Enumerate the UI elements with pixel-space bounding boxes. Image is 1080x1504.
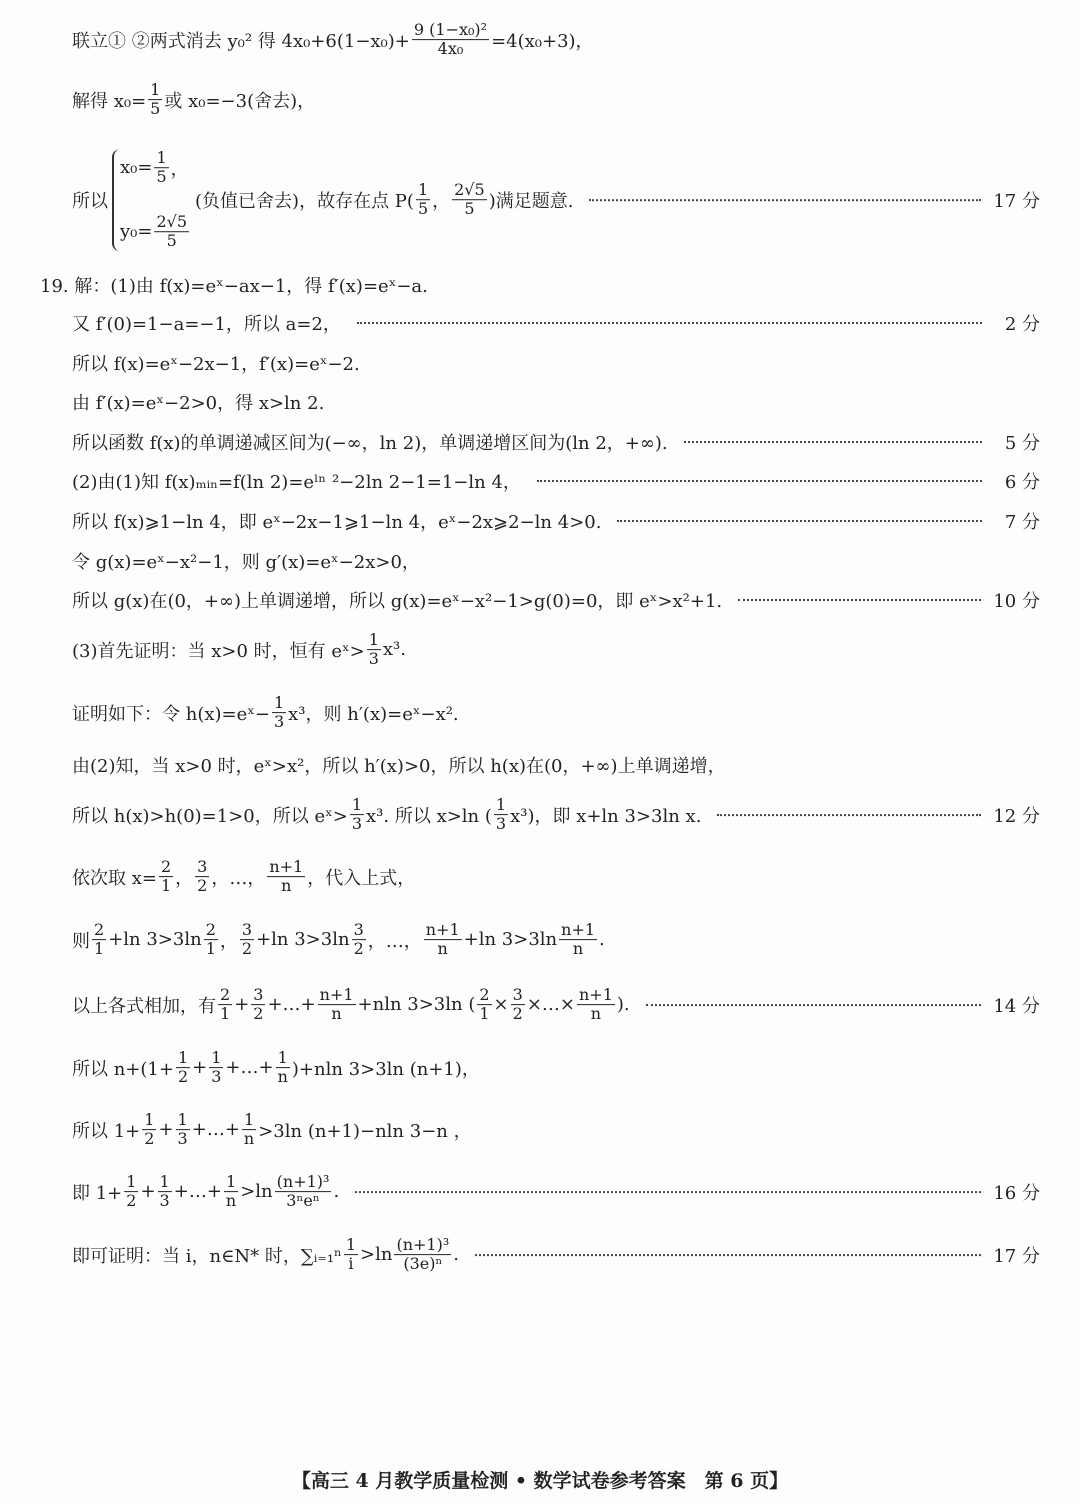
line-content [72, 21, 594, 59]
numerator: 1 [351, 795, 363, 815]
line-content [72, 468, 521, 494]
denominator: 2 [512, 1004, 523, 1024]
numerator: 2 [479, 985, 490, 1005]
numerator: 2 [205, 920, 216, 940]
denominator: 2 [144, 1129, 155, 1149]
solution-line [72, 752, 1040, 778]
numerator: 1 [273, 693, 285, 713]
math-text: ， [170, 159, 189, 181]
solution-line [72, 587, 1040, 613]
numerator: 2 [220, 985, 231, 1005]
fraction [224, 1173, 238, 1211]
math-text: x³. [382, 639, 406, 661]
line-content [72, 1111, 472, 1149]
numerator: (n+1)³ [396, 1235, 450, 1255]
math-text: 所以 [72, 191, 108, 212]
math-text: +…+ [191, 1119, 240, 1141]
line-content [72, 508, 601, 534]
denominator: 4x₀ [437, 39, 464, 59]
math-text: ，代入上式， [307, 868, 416, 889]
math-text: + [192, 1057, 208, 1079]
denominator: 1 [94, 939, 105, 959]
fraction [158, 1173, 172, 1211]
line-content [72, 310, 341, 336]
math-text: +ln 3>3ln [463, 929, 558, 951]
numerator: 9 (1−x₀)² [413, 20, 488, 40]
solution-line [72, 389, 1040, 415]
line-content [72, 149, 573, 251]
fraction [124, 1173, 138, 1211]
math-text: +…+ [267, 994, 316, 1016]
numerator: 2√5 [156, 212, 188, 231]
math-text: × [493, 994, 509, 1016]
line-content [72, 350, 360, 376]
numerator: 1 [177, 1048, 189, 1068]
score-label: 14 分 [993, 996, 1040, 1017]
denominator: 1 [205, 939, 216, 959]
math-text: ×…× [526, 994, 575, 1016]
fraction [318, 986, 356, 1024]
fraction [577, 986, 615, 1024]
solution-line [72, 508, 1040, 534]
denominator: 1 [220, 1004, 231, 1024]
line-content [72, 631, 406, 669]
denominator: n [590, 1004, 602, 1024]
line-content [72, 986, 630, 1024]
math-text: 依次取 x= [72, 868, 157, 889]
numerator: n+1 [425, 920, 460, 940]
denominator: n [572, 939, 584, 959]
numerator: 1 [277, 1048, 288, 1068]
numerator: n+1 [269, 857, 304, 877]
math-text: )+nln 3>3ln (n+1)， [291, 1059, 480, 1080]
score-label: 5 分 [1004, 433, 1040, 454]
numerator: 1 [417, 180, 429, 200]
equation-system [112, 149, 191, 251]
denominator: n [437, 939, 448, 959]
line-content [72, 921, 605, 959]
score-label: 12 分 [993, 806, 1040, 827]
numerator: 1 [495, 795, 507, 815]
math-text: . [453, 1244, 459, 1266]
denominator: 2 [253, 1004, 264, 1024]
denominator: 3 [368, 649, 379, 669]
line-content [72, 858, 415, 896]
line-content [72, 389, 324, 415]
math-text: =4(x₀+3)， [491, 31, 594, 52]
math-text: 即 1+ [72, 1183, 123, 1204]
math-text: 所以 g(x)在(0，+∞)上单调递增，所以 g(x)=eˣ−x²−1>g(0)=0，即 eˣ>x²+1. [72, 591, 723, 612]
solution-line [72, 1111, 1040, 1149]
score-label: 17 分 [993, 1246, 1040, 1267]
solution-line [72, 21, 1040, 59]
denominator: i [348, 1254, 354, 1274]
math-text: 所以 1+ [72, 1121, 141, 1142]
math-text: (负值已舍去)，故存在点 P( [195, 191, 414, 212]
score-label: 2 分 [1004, 314, 1040, 335]
solution-line [72, 858, 1040, 896]
denominator: 5 [464, 199, 475, 219]
denominator: 2 [126, 1191, 137, 1211]
numerator: 2 [160, 857, 172, 877]
line-content [72, 587, 722, 613]
line-content [72, 1173, 339, 1211]
solution-line [72, 1173, 1040, 1211]
denominator: 3 [273, 712, 285, 732]
denominator: 1 [160, 876, 172, 896]
math-text: 所以 h(x)>h(0)=1>0，所以 eˣ> [72, 806, 348, 827]
denominator: 2 [197, 876, 208, 896]
math-text: y₀= [120, 221, 153, 243]
numerator: 1 [144, 1110, 155, 1130]
numerator: 1 [150, 80, 161, 100]
fraction [477, 986, 491, 1024]
dotted-leader [357, 322, 982, 324]
math-text: 则 [72, 931, 90, 952]
fraction [176, 1049, 190, 1087]
line-content [72, 694, 459, 732]
solution-line [72, 350, 1040, 376]
math-text: )满足题意. [488, 191, 574, 212]
math-text: (3)首先证明：当 x>0 时，恒有 eˣ> [72, 641, 365, 662]
math-text: 解得 x₀= [72, 91, 147, 112]
numerator: 2 [94, 920, 105, 940]
numerator: 1 [211, 1048, 222, 1068]
denominator: 2 [241, 939, 253, 959]
math-text: . [599, 929, 605, 951]
solution-line [72, 986, 1040, 1024]
solution-line [72, 1049, 1040, 1087]
denominator: n [225, 1191, 237, 1211]
line-content [72, 1236, 459, 1274]
page-footer: 【高三 4 月教学质量检测 • 数学试卷参考答案 第 6 页】 [291, 1470, 789, 1492]
dotted-leader [537, 480, 982, 482]
denominator: 3 [495, 814, 507, 834]
numerator: 3 [197, 857, 208, 877]
fraction [218, 986, 232, 1024]
numerator: 1 [126, 1172, 137, 1192]
fraction [251, 986, 265, 1024]
solution-line [40, 272, 1040, 298]
solution-line [72, 796, 1040, 834]
math-text: 即可证明：当 i，n∈N* 时，∑ᵢ₌₁ⁿ [72, 1246, 342, 1267]
math-text: + [140, 1181, 156, 1203]
fraction [275, 1173, 332, 1211]
numerator: (n+1)³ [276, 1172, 330, 1192]
fraction [142, 1111, 156, 1149]
dotted-leader [475, 1254, 981, 1256]
numerator: n+1 [561, 920, 596, 940]
math-text: ，…， [211, 868, 266, 889]
line-content [72, 548, 420, 574]
math-text: ， [175, 868, 194, 889]
math-text: 所以 f(x)=eˣ−2x−1，f′(x)=eˣ−2. [72, 354, 360, 375]
fraction [92, 921, 106, 959]
math-text: x³)，即 x+ln 3>3ln x. [510, 806, 702, 827]
denominator: 5 [417, 199, 429, 219]
math-text: ). [616, 994, 630, 1016]
math-text: ， [219, 931, 238, 952]
fraction [416, 181, 430, 219]
math-text: ， [432, 191, 451, 212]
math-text: x₀= [120, 157, 153, 179]
math-text: >3ln (n+1)−nln 3−n ， [258, 1121, 472, 1142]
denominator: 3 [177, 1129, 188, 1149]
fraction [452, 181, 487, 219]
solution-line [72, 81, 1040, 119]
math-text: 或 x₀=−3(舍去)， [164, 91, 316, 112]
solution-line [72, 1236, 1040, 1274]
math-text: 联立① ②两式消去 y₀² 得 4x₀+6(1−x₀)+ [72, 31, 410, 52]
math-text: 所以函数 f(x)的单调递减区间为(−∞，ln 2)，单调递增区间为(ln 2，+∞). [72, 433, 668, 454]
numerator: 2√5 [454, 180, 485, 200]
denominator: n [277, 1067, 288, 1087]
fraction [204, 921, 218, 959]
fraction [176, 1111, 190, 1149]
math-text: 由(2)知，当 x>0 时，eˣ>x²，所以 h′(x)>0，所以 h(x)在(0，+∞)上单调递增， [72, 756, 726, 777]
denominator: 3 [211, 1067, 222, 1087]
math-text: 19. 解：(1)由 f(x)=eˣ−ax−1，得 f′(x)=eˣ−a. [40, 276, 428, 297]
numerator: 1 [159, 1172, 170, 1192]
math-text: 由 f′(x)=eˣ−2>0，得 x>ln 2. [72, 393, 325, 414]
fraction [267, 858, 305, 896]
numerator: 1 [368, 630, 379, 650]
math-text: 证明如下：令 h(x)=eˣ− [72, 704, 270, 725]
fraction [559, 921, 597, 959]
line-content [40, 272, 428, 298]
dotted-leader [617, 520, 982, 522]
equation-row [120, 149, 191, 187]
fraction [148, 81, 162, 119]
numerator: 1 [177, 1110, 188, 1130]
numerator: 1 [156, 148, 167, 168]
math-text: 以上各式相加，有 [72, 996, 216, 1017]
denominator: 3 [159, 1191, 170, 1211]
denominator: 5 [166, 231, 177, 251]
dotted-leader [646, 1004, 982, 1006]
fraction [367, 631, 381, 669]
math-text: (2)由(1)知 f(x)ₘᵢₙ=f(ln 2)=eˡⁿ ²−2ln 2−1=1−ln 4， [72, 472, 521, 493]
math-text: +ln 3>3ln [256, 929, 350, 951]
fraction [272, 694, 286, 732]
numerator: 1 [243, 1110, 255, 1130]
numerator: 1 [225, 1172, 237, 1192]
solution-line [72, 149, 1040, 251]
math-text: + [234, 994, 250, 1016]
math-text: +ln 3>3ln [108, 929, 202, 951]
numerator: n+1 [319, 985, 354, 1005]
solution-line [72, 631, 1040, 669]
fraction [154, 149, 168, 187]
numerator: n+1 [579, 985, 613, 1005]
dotted-leader [684, 441, 982, 443]
fraction [350, 796, 364, 834]
math-text: 又 f′(0)=1−a=−1，所以 a=2， [72, 314, 341, 335]
solution-line [72, 468, 1040, 494]
fraction [242, 1111, 256, 1149]
solution-line [72, 429, 1040, 455]
denominator: 1 [479, 1004, 490, 1024]
fraction [195, 858, 209, 896]
dotted-leader [717, 814, 981, 816]
math-text: 所以 f(x)⩾1−ln 4，即 eˣ−2x−1⩾1−ln 4，eˣ−2x⩾2−ln 4>0. [72, 512, 602, 533]
math-text: +…+ [225, 1057, 274, 1079]
math-text: +…+ [173, 1181, 222, 1203]
math-text: x³，则 h′(x)=eˣ−x². [288, 704, 459, 725]
line-content [72, 81, 315, 119]
line-content [72, 796, 701, 834]
score-label: 10 分 [993, 591, 1040, 612]
denominator: 5 [156, 167, 167, 187]
denominator: (3e)ⁿ [403, 1254, 443, 1274]
math-text: 所以 n+(1+ [72, 1059, 174, 1080]
denominator: 2 [353, 939, 364, 959]
fraction [240, 921, 254, 959]
fraction [352, 921, 366, 959]
denominator: 5 [150, 99, 161, 119]
math-text: >ln [240, 1181, 273, 1203]
fraction [209, 1049, 223, 1087]
line-content [72, 752, 726, 778]
math-text: + [158, 1119, 174, 1141]
fraction [276, 1049, 290, 1087]
dotted-leader [355, 1191, 981, 1193]
math-text: x³. 所以 x>ln ( [366, 806, 492, 827]
denominator: 2 [177, 1067, 189, 1087]
fraction [344, 1236, 358, 1274]
fraction [494, 796, 508, 834]
numerator: 3 [253, 985, 264, 1005]
fraction [424, 921, 462, 959]
numerator: 3 [241, 920, 253, 940]
fraction [154, 213, 189, 251]
score-label: 16 分 [993, 1183, 1040, 1204]
denominator: n [281, 876, 292, 896]
line-content [72, 1049, 480, 1087]
fraction [412, 21, 489, 59]
denominator: n [243, 1129, 255, 1149]
math-text: +nln 3>3ln ( [357, 994, 476, 1016]
numerator: 1 [345, 1235, 357, 1255]
fraction [394, 1236, 451, 1274]
solution-line [72, 310, 1040, 336]
denominator: 3ⁿeⁿ [286, 1191, 320, 1211]
math-text: ，…， [367, 931, 422, 952]
solution-line [72, 694, 1040, 732]
solution-line [72, 921, 1040, 959]
denominator: n [331, 1004, 342, 1024]
math-text: >ln [360, 1244, 393, 1266]
dotted-leader [738, 599, 981, 601]
fraction [159, 858, 173, 896]
math-text: . [333, 1181, 340, 1203]
fraction [511, 986, 525, 1024]
denominator: 3 [351, 814, 363, 834]
equation-row [120, 213, 191, 251]
numerator: 3 [353, 920, 364, 940]
solution-line [72, 548, 1040, 574]
numerator: 3 [512, 985, 523, 1005]
dotted-leader [589, 199, 981, 201]
score-label: 7 分 [1004, 512, 1040, 533]
score-label: 17 分 [993, 191, 1040, 212]
math-text: 令 g(x)=eˣ−x²−1，则 g′(x)=eˣ−2x>0， [72, 552, 420, 573]
line-content [72, 429, 668, 455]
score-label: 6 分 [1004, 472, 1040, 493]
